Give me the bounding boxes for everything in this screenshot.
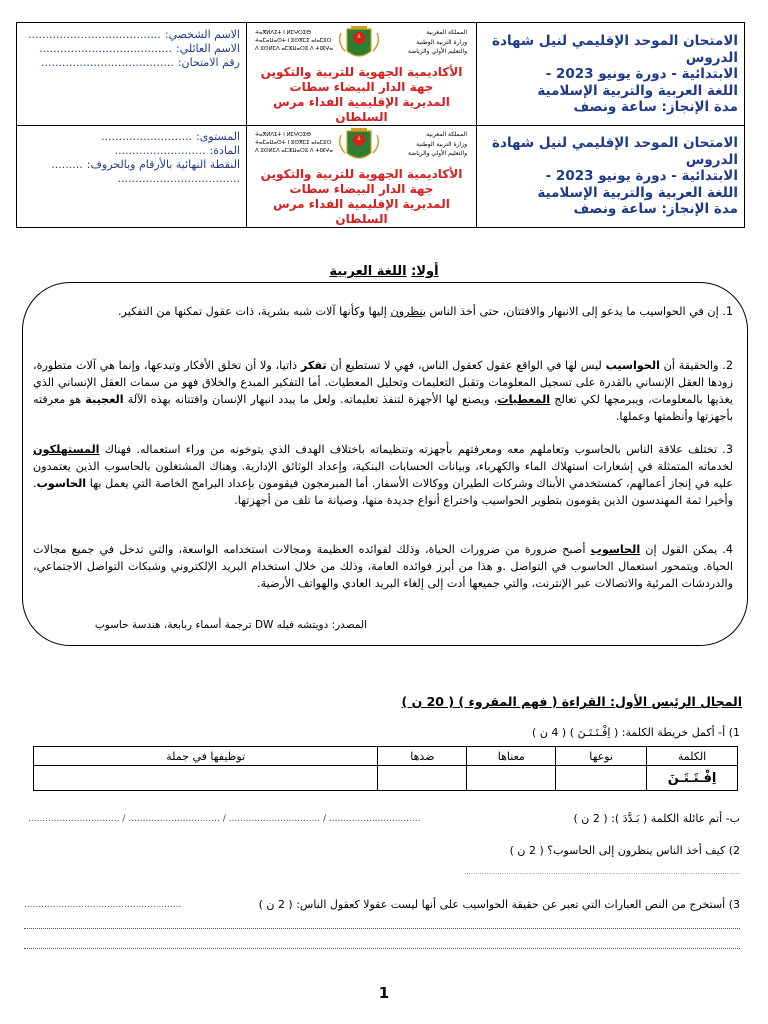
answer-meaning-cell[interactable] [467,766,556,791]
final-score-label: النقطة النهائية بالأرقام وبالحروف: [86,158,240,171]
level-label: المستوى: [196,130,240,143]
section-title [0,264,768,279]
ministry-ar-line: المملكة المغربية [426,131,467,138]
answer-antonym-cell[interactable] [378,766,467,791]
ministry-tifinagh-line: ⵜⴰⵎⴰⵡⴰⵙⵜ ⵏ ⵓⵙⴳⵎⵉ ⴰⵏⴰⵎⵓⵔ [255,140,332,146]
col-sentence: توظيفها في جملة [34,747,378,766]
section-prefix: أولا: [411,264,439,279]
answer-line[interactable] [24,928,740,929]
first-name-field[interactable]: ...................................... [28,28,161,41]
ministry-ar-line: وزارة التربية الوطنية [416,141,467,148]
academy-line: الأكاديمية الجهوية للتربية والتكوين [260,65,463,79]
question-2: 2) كيف أخذ الناس ينظرون إلى الحاسوب؟ ( 2 ن ) [509,844,740,857]
ministry-ar-line: والتعليم الأولي والرياضة [407,48,467,55]
exam-subject-line: اللغة العربية والتربية الإسلامية [537,82,738,99]
family-name-field[interactable]: ...................................... [39,42,172,55]
subject-field[interactable]: .......................... [114,144,206,157]
exam-header [16,22,745,228]
candidate-info-cell [17,23,247,125]
first-name-label: الاسم الشخصي: [164,28,240,41]
col-antonym: ضدها [378,747,467,766]
question-1a: 1) أ- أكمل خريطة الكلمة: ( اِفْـتَـتَـنَ ) ( 4 ن ) [532,726,740,739]
region-line: جهة الدار البيضاء سطات [289,80,434,94]
question-3: 3) أستخرج من النص العبارات التي تعبر عن حقيقة الحواسيب على أنها ليست عقولا كعقول الناس: ( 2 ن ) [258,898,740,911]
ministry-tifinagh-line: ⴷ ⵓⵙⵍⵎⴷ ⴰⵎⵣⵡⴰⵔⵓ ⴷ ⵜⵏⵣⵖⴰ [255,148,333,154]
paragraph-4: 4. يمكن القول إن الحاسوب أصبح ضرورة من ضرورات الحياة، وذلك لفوائده العظيمة ومجالات استخدامه الواسعة، والتي تدخل في جميع مجالات الحياة. ويتمحور استعمال الحاسوب في التواصل .و هذا من أبرز فوائده العامة، وذلك من خلال استخدام البريد الإلكتروني وشبكات التواصل الاجتماعي، والدردشات المرئية والاتصالات عبر الإنترنت، والتي جميعها أدت إلى إلغاء البريد العادي والهواتف الأرضية. [33,543,734,590]
exam-title-cell [477,125,746,227]
answer-line[interactable] [24,948,740,949]
answer-start-q3[interactable]: ....................................................... [24,900,182,910]
ministry-tifinagh-line: ⵜⴰⵎⴰⵡⴰⵙⵜ ⵏ ⵓⵙⴳⵎⵉ ⴰⵏⴰⵎⵓⵔ [255,38,332,44]
family-name-label: الاسم العائلي: [175,42,240,55]
ministry-logo [251,127,473,171]
paragraph-3: 3. تختلف علاقة الناس بالحاسوب وتعاملهم معه ومعرفتهم بأجهزته وتنظيماته باختلاف الهدف الذي يتوخونه من وراء استعماله. فهناك المستهلكون لخدماته المتمثلة في إشعارات استهلاك الماء والكهرباء، وبيانات الحسابات البنكية، وإعداد الوثائق الإدارية. وهناك المشتغلون بالحاسوب الذين يعتمدون عليه في إنجاز أعمالهم، كمستخدمي الأبناك وشركات الطيران ووكالات الأسفار. أما المبرمجون فيقومون بإعداد البرامج الخاصة التي يعمل بها الحاسوب. وأخيرا ثمة المهندسون الذين يقومون بتطوير الحواسيب واختراع أنواع جديدة منها، وصيانة ما تلف من أجهزتها. [33,443,733,507]
ministry-tifinagh-line: ⵜⴰⴳⵍⴷⵉⵜ ⵏ ⵍⵎⵖⵔⵉⴱ [255,30,311,36]
header-row-1 [17,23,744,126]
final-score-words-field[interactable]: ................................... [117,172,240,185]
directorate-line: المديرية الإقليمية الفداء مرس السلطان [273,197,450,226]
domain-title: المجال الرئيس الأول: القراءة ( فهم المقروء ) ( 20 ن ) [401,694,742,709]
ministry-tifinagh-line: ⵜⴰⴳⵍⴷⵉⵜ ⵏ ⵍⵎⵖⵔⵉⴱ [255,132,311,138]
academy-cell [247,125,477,227]
level-field[interactable]: .......................... [101,130,193,143]
ministry-ar-line: والتعليم الأولي والرياضة [407,150,467,157]
page-number: 1 [378,984,390,1002]
exam-subject-line: اللغة العربية والتربية الإسلامية [537,184,738,201]
exam-session-line: الابتدائية - دورة يونيو 2023 - [545,66,738,82]
question-1b: ب- أتم عائلة الكلمة ( بَـدَّدَ ): ( 2 ن ) [573,812,740,825]
col-meaning: معناها [467,747,556,766]
exam-title-line: الامتحان الموحد الإقليمي لنيل شهادة الدروس [492,33,738,66]
subject-label: المادة: [209,144,240,157]
word-map-table [33,746,738,791]
final-score-field[interactable]: ......... [51,158,83,171]
exam-duration-line: مدة الإنجاز: ساعة ونصف [573,201,738,217]
ministry-ar-line: المملكة المغربية [426,29,467,36]
academy-cell [247,23,477,125]
section-name: اللغة العربية [329,264,407,279]
paragraph-2: 2. والحقيقة أن الحواسيب ليس لها في الواقع عقول كعقول الناس، فهي لا تستطيع أن تفكر ذاتيا، ولا أن تخلق الأفكار وتبدعها، وإنما هي آلات متطورة، زودها العقل الإنساني بالقدرة على تسجيل المعلومات وتقبل التعليمات وتحليل المعطيات. أما التفكير المبدع والخلاق فهو من سمات العقل الإنساني الذي يغذيها بالمعلومات، ويبرمجها لكي تعالج المعطيات، ويصنع لها الأجهزة لتنفذ تعليماته. ولعل ما يبدد انبهار الإنسان وافتتانه بهذه الآلة العجيبة هو معرفته بأجهزتها وأنظمتها وعملها. [33,359,733,423]
answer-type-cell[interactable] [556,766,647,791]
answer-sentence-cell[interactable] [34,766,378,791]
table-word-cell: اِفْـتَـتَـنَ [647,766,738,791]
exam-duration-line: مدة الإنجاز: ساعة ونصف [573,99,738,115]
header-row-2 [17,125,744,227]
col-word: الكلمة [647,747,738,766]
region-line: جهة الدار البيضاء سطات [289,182,434,196]
col-type: نوعها [556,747,647,766]
exam-number-field[interactable]: ...................................... [40,56,174,69]
ministry-ar-line: وزارة التربية الوطنية [416,39,467,46]
coat-of-arms-icon [340,26,379,56]
grading-cell [17,125,247,227]
exam-session-line: الابتدائية - دورة يونيو 2023 - [545,168,738,184]
ministry-logo [251,25,473,69]
reading-text-box [22,282,748,646]
coat-of-arms-icon [340,128,379,158]
word-family-blanks[interactable]: ................................ / ................................ / ................................ / ................................ [28,814,421,824]
exam-title-cell [477,23,746,125]
academy-line: الأكاديمية الجهوية للتربية والتكوين [260,167,463,181]
directorate-line: المديرية الإقليمية الفداء مرس السلطان [273,95,450,124]
answer-line-q2[interactable]: ............................................................................................................................ [464,868,740,876]
exam-title-line: الامتحان الموحد الإقليمي لنيل شهادة الدروس [492,135,738,168]
exam-number-label: رقم الامتحان: [177,56,240,69]
paragraph-1: 1. إن في الحواسيب ما يدعو إلى الانبهار والافتتان، حتى أخذ الناس ينظرون إليها وكأنها آلات شبه بشرية، ذات عقول تمكنها من التفكير. [117,305,733,318]
ministry-tifinagh-line: ⴷ ⵓⵙⵍⵎⴷ ⴰⵎⵣⵡⴰⵔⵓ ⴷ ⵜⵏⵣⵖⴰ [255,46,333,52]
text-source: المصدر: دويتشه فيله DW ترجمة أسماء ربابعة، هندسة حاسوب [94,619,367,631]
